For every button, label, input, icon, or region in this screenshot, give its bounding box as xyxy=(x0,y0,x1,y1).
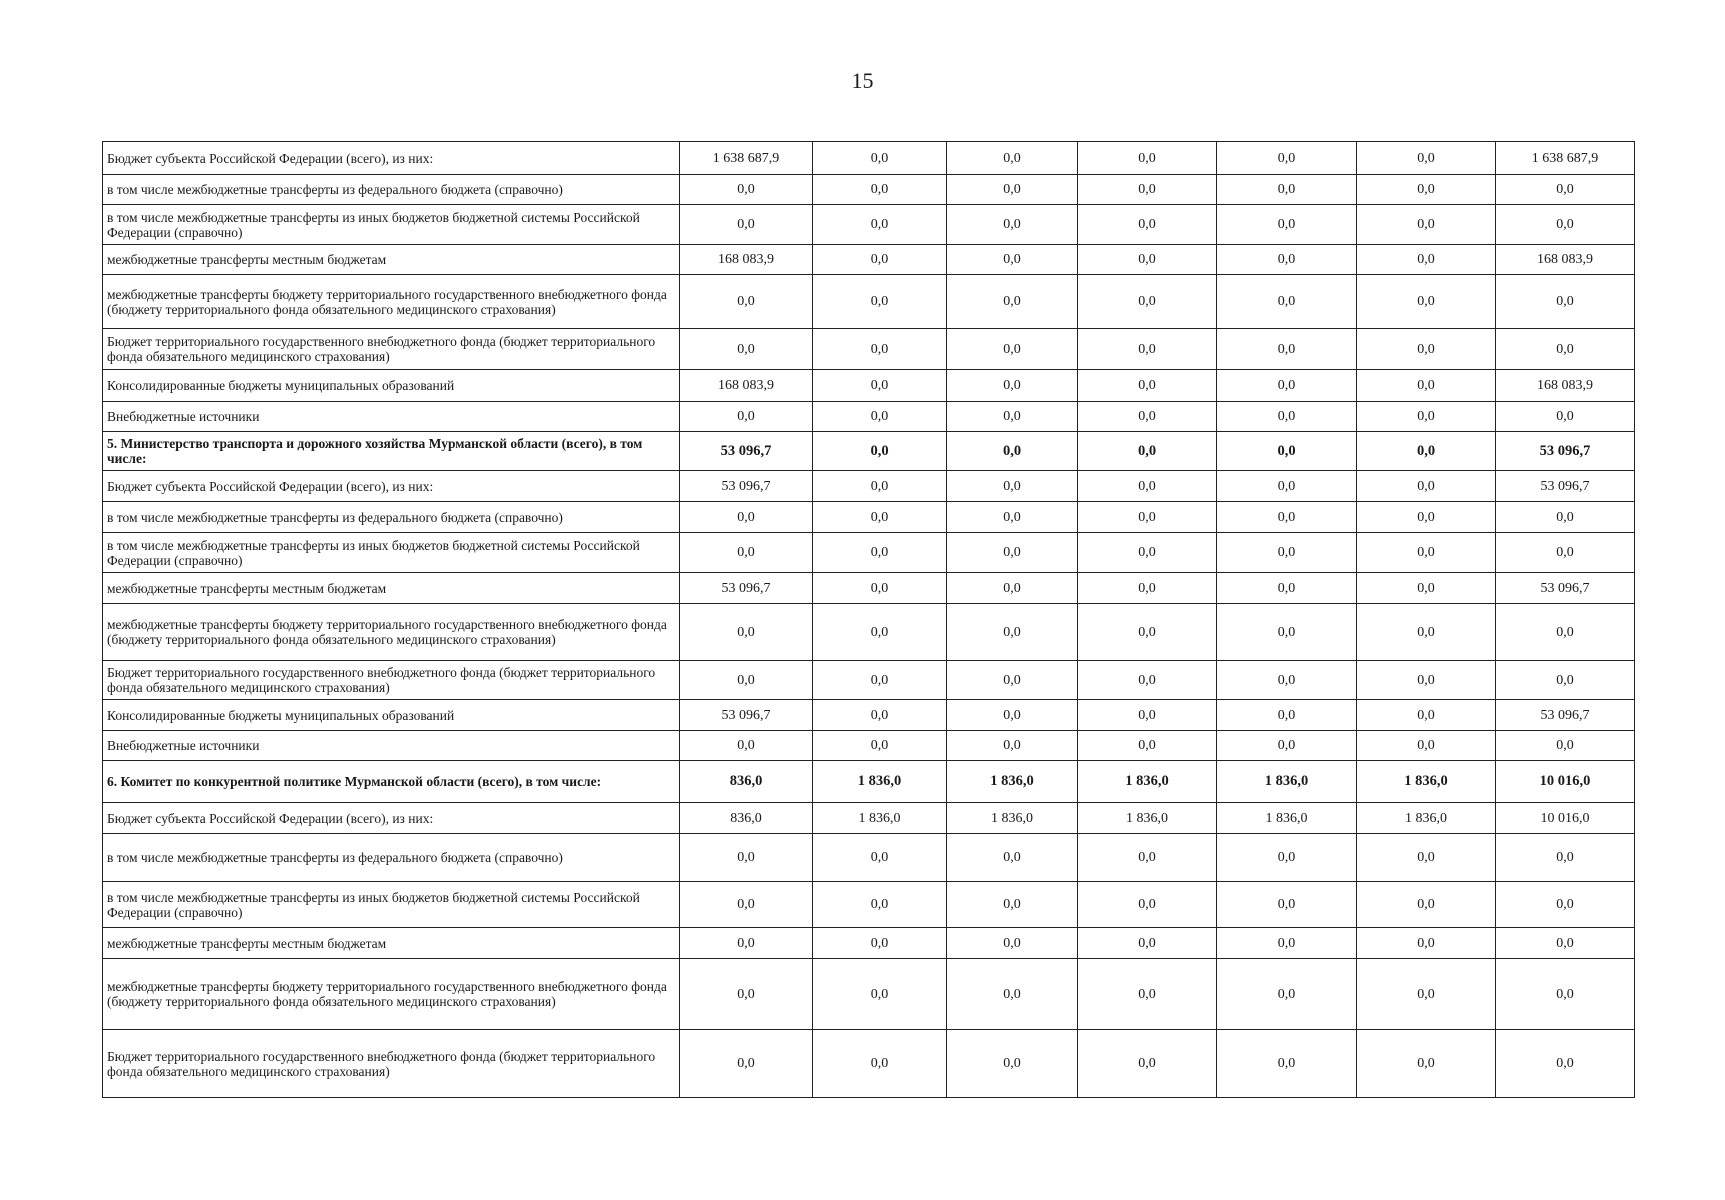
value-cell: 0,0 xyxy=(947,1030,1078,1098)
value-cell: 0,0 xyxy=(947,604,1078,661)
value-cell: 0,0 xyxy=(1357,205,1496,245)
value-cell: 0,0 xyxy=(1217,432,1357,471)
value-cell: 0,0 xyxy=(947,731,1078,761)
value-cell: 0,0 xyxy=(1357,928,1496,959)
value-cell: 0,0 xyxy=(1078,533,1217,573)
value-cell: 0,0 xyxy=(813,142,947,175)
value-cell: 0,0 xyxy=(1357,275,1496,329)
table-row xyxy=(103,329,1635,370)
table-row xyxy=(103,604,1635,661)
value-cell: 0,0 xyxy=(680,533,813,573)
table-row xyxy=(103,275,1635,329)
value-cell: 0,0 xyxy=(947,175,1078,205)
value-cell: 0,0 xyxy=(1217,731,1357,761)
budget-table xyxy=(102,141,1635,1098)
value-cell: 0,0 xyxy=(813,700,947,731)
value-cell: 0,0 xyxy=(680,661,813,700)
value-cell: 0,0 xyxy=(1357,834,1496,882)
row-label: в том числе межбюджетные трансферты из иных бюджетов бюджетной системы Российской Федерации (справочно) xyxy=(103,882,680,928)
value-cell: 0,0 xyxy=(813,604,947,661)
value-cell: 0,0 xyxy=(813,471,947,502)
value-cell: 0,0 xyxy=(1217,533,1357,573)
value-cell: 0,0 xyxy=(1078,661,1217,700)
value-cell: 0,0 xyxy=(1496,1030,1635,1098)
value-cell: 0,0 xyxy=(1217,834,1357,882)
value-cell: 0,0 xyxy=(1217,573,1357,604)
value-cell: 0,0 xyxy=(680,275,813,329)
value-cell: 0,0 xyxy=(947,402,1078,432)
value-cell: 0,0 xyxy=(947,928,1078,959)
value-cell: 0,0 xyxy=(947,432,1078,471)
value-cell: 53 096,7 xyxy=(1496,432,1635,471)
table-body xyxy=(103,142,1635,1098)
value-cell: 0,0 xyxy=(813,731,947,761)
value-cell: 0,0 xyxy=(1217,700,1357,731)
value-cell: 0,0 xyxy=(680,604,813,661)
value-cell: 0,0 xyxy=(1357,402,1496,432)
row-label: межбюджетные трансферты бюджету территориального государственного внебюджетного фонда (бюджету территориального фонда обязательного медицинского страхования) xyxy=(103,604,680,661)
value-cell: 53 096,7 xyxy=(1496,471,1635,502)
value-cell: 0,0 xyxy=(1357,502,1496,533)
value-cell: 53 096,7 xyxy=(1496,573,1635,604)
value-cell: 0,0 xyxy=(680,834,813,882)
value-cell: 0,0 xyxy=(1217,142,1357,175)
value-cell: 0,0 xyxy=(813,573,947,604)
value-cell: 0,0 xyxy=(1217,1030,1357,1098)
value-cell: 0,0 xyxy=(813,370,947,402)
value-cell: 0,0 xyxy=(947,502,1078,533)
value-cell: 0,0 xyxy=(1078,573,1217,604)
row-label: в том числе межбюджетные трансферты из иных бюджетов бюджетной системы Российской Федерации (справочно) xyxy=(103,205,680,245)
value-cell: 0,0 xyxy=(813,205,947,245)
value-cell: 0,0 xyxy=(1357,731,1496,761)
row-label: межбюджетные трансферты местным бюджетам xyxy=(103,928,680,959)
value-cell: 0,0 xyxy=(1357,471,1496,502)
value-cell: 0,0 xyxy=(813,275,947,329)
row-label: в том числе межбюджетные трансферты из иных бюджетов бюджетной системы Российской Федерации (справочно) xyxy=(103,533,680,573)
value-cell: 836,0 xyxy=(680,803,813,834)
value-cell: 0,0 xyxy=(1357,533,1496,573)
value-cell: 0,0 xyxy=(947,700,1078,731)
value-cell: 168 083,9 xyxy=(1496,370,1635,402)
value-cell: 0,0 xyxy=(680,928,813,959)
value-cell: 0,0 xyxy=(1357,245,1496,275)
value-cell: 0,0 xyxy=(1357,604,1496,661)
page-number: 15 xyxy=(851,68,874,93)
value-cell: 53 096,7 xyxy=(680,471,813,502)
value-cell: 0,0 xyxy=(1078,175,1217,205)
value-cell: 0,0 xyxy=(1217,402,1357,432)
table-row xyxy=(103,928,1635,959)
value-cell: 0,0 xyxy=(1357,329,1496,370)
value-cell: 0,0 xyxy=(1357,432,1496,471)
value-cell: 0,0 xyxy=(1496,402,1635,432)
table-row xyxy=(103,142,1635,175)
value-cell: 0,0 xyxy=(1217,604,1357,661)
table-row xyxy=(103,700,1635,731)
row-label: Консолидированные бюджеты муниципальных образований xyxy=(103,370,680,402)
table-row xyxy=(103,533,1635,573)
value-cell: 0,0 xyxy=(947,275,1078,329)
value-cell: 0,0 xyxy=(680,402,813,432)
value-cell: 0,0 xyxy=(1496,502,1635,533)
value-cell: 1 836,0 xyxy=(813,761,947,803)
row-label: Консолидированные бюджеты муниципальных образований xyxy=(103,700,680,731)
value-cell: 0,0 xyxy=(1496,329,1635,370)
value-cell: 0,0 xyxy=(680,1030,813,1098)
value-cell: 0,0 xyxy=(1357,142,1496,175)
value-cell: 0,0 xyxy=(1496,834,1635,882)
value-cell: 1 836,0 xyxy=(1217,761,1357,803)
value-cell: 0,0 xyxy=(1078,329,1217,370)
row-label: Внебюджетные источники xyxy=(103,402,680,432)
value-cell: 0,0 xyxy=(1078,959,1217,1030)
value-cell: 0,0 xyxy=(1217,661,1357,700)
value-cell: 0,0 xyxy=(1357,175,1496,205)
value-cell: 0,0 xyxy=(1078,471,1217,502)
value-cell: 10 016,0 xyxy=(1496,803,1635,834)
value-cell: 836,0 xyxy=(680,761,813,803)
value-cell: 0,0 xyxy=(1078,502,1217,533)
row-label: Бюджет территориального государственного внебюджетного фонда (бюджет территориального фонда обязательного медицинского страхования) xyxy=(103,1030,680,1098)
value-cell: 0,0 xyxy=(1078,402,1217,432)
value-cell: 0,0 xyxy=(813,533,947,573)
value-cell: 0,0 xyxy=(1496,661,1635,700)
row-label: 5. Министерство транспорта и дорожного хозяйства Мурманской области (всего), в том числе: xyxy=(103,432,680,471)
row-label: Бюджет субъекта Российской Федерации (всего), из них: xyxy=(103,803,680,834)
value-cell: 0,0 xyxy=(1078,142,1217,175)
value-cell: 0,0 xyxy=(1217,205,1357,245)
value-cell: 0,0 xyxy=(1496,533,1635,573)
value-cell: 0,0 xyxy=(680,329,813,370)
value-cell: 0,0 xyxy=(680,502,813,533)
value-cell: 0,0 xyxy=(1078,700,1217,731)
value-cell: 0,0 xyxy=(947,245,1078,275)
row-label: Бюджет субъекта Российской Федерации (всего), из них: xyxy=(103,142,680,175)
value-cell: 0,0 xyxy=(947,142,1078,175)
value-cell: 1 638 687,9 xyxy=(1496,142,1635,175)
value-cell: 0,0 xyxy=(1357,1030,1496,1098)
value-cell: 53 096,7 xyxy=(680,700,813,731)
value-cell: 0,0 xyxy=(1357,370,1496,402)
value-cell: 0,0 xyxy=(1078,275,1217,329)
value-cell: 1 836,0 xyxy=(1078,803,1217,834)
row-label: межбюджетные трансферты бюджету территориального государственного внебюджетного фонда (бюджету территориального фонда обязательного медицинского страхования) xyxy=(103,275,680,329)
value-cell: 0,0 xyxy=(813,245,947,275)
table-row xyxy=(103,471,1635,502)
value-cell: 0,0 xyxy=(813,502,947,533)
row-label: межбюджетные трансферты бюджету территориального государственного внебюджетного фонда (бюджету территориального фонда обязательного медицинского страхования) xyxy=(103,959,680,1030)
value-cell: 168 083,9 xyxy=(680,245,813,275)
value-cell: 0,0 xyxy=(1217,959,1357,1030)
value-cell: 0,0 xyxy=(1496,928,1635,959)
value-cell: 0,0 xyxy=(1496,205,1635,245)
value-cell: 0,0 xyxy=(1357,661,1496,700)
value-cell: 0,0 xyxy=(1078,834,1217,882)
table-row xyxy=(103,205,1635,245)
value-cell: 0,0 xyxy=(1496,959,1635,1030)
table-row xyxy=(103,370,1635,402)
value-cell: 1 638 687,9 xyxy=(680,142,813,175)
section-header-row xyxy=(103,761,1635,803)
value-cell: 0,0 xyxy=(1496,731,1635,761)
value-cell: 0,0 xyxy=(813,661,947,700)
value-cell: 0,0 xyxy=(947,573,1078,604)
value-cell: 0,0 xyxy=(947,882,1078,928)
value-cell: 0,0 xyxy=(1217,928,1357,959)
value-cell: 0,0 xyxy=(1357,700,1496,731)
value-cell: 0,0 xyxy=(1078,731,1217,761)
value-cell: 53 096,7 xyxy=(680,573,813,604)
value-cell: 0,0 xyxy=(813,175,947,205)
value-cell: 0,0 xyxy=(680,731,813,761)
row-label: Бюджет территориального государственного внебюджетного фонда (бюджет территориального фонда обязательного медицинского страхования) xyxy=(103,329,680,370)
value-cell: 1 836,0 xyxy=(813,803,947,834)
value-cell: 0,0 xyxy=(947,533,1078,573)
value-cell: 0,0 xyxy=(1078,245,1217,275)
row-label: 6. Комитет по конкурентной политике Мурманской области (всего), в том числе: xyxy=(103,761,680,803)
value-cell: 0,0 xyxy=(1217,275,1357,329)
value-cell: 168 083,9 xyxy=(680,370,813,402)
value-cell: 0,0 xyxy=(1078,882,1217,928)
value-cell: 0,0 xyxy=(813,928,947,959)
value-cell: 0,0 xyxy=(1496,604,1635,661)
value-cell: 168 083,9 xyxy=(1496,245,1635,275)
value-cell: 0,0 xyxy=(1357,959,1496,1030)
value-cell: 0,0 xyxy=(1078,1030,1217,1098)
value-cell: 0,0 xyxy=(947,205,1078,245)
value-cell: 53 096,7 xyxy=(680,432,813,471)
value-cell: 0,0 xyxy=(1357,882,1496,928)
section-header-row xyxy=(103,432,1635,471)
value-cell: 0,0 xyxy=(947,959,1078,1030)
table-row xyxy=(103,959,1635,1030)
value-cell: 0,0 xyxy=(813,402,947,432)
value-cell: 0,0 xyxy=(1217,471,1357,502)
value-cell: 0,0 xyxy=(813,432,947,471)
table-row xyxy=(103,245,1635,275)
table-row xyxy=(103,731,1635,761)
value-cell: 10 016,0 xyxy=(1496,761,1635,803)
table-row xyxy=(103,834,1635,882)
value-cell: 0,0 xyxy=(947,661,1078,700)
value-cell: 0,0 xyxy=(947,471,1078,502)
row-label: межбюджетные трансферты местным бюджетам xyxy=(103,573,680,604)
row-label: в том числе межбюджетные трансферты из федерального бюджета (справочно) xyxy=(103,175,680,205)
value-cell: 0,0 xyxy=(1078,604,1217,661)
value-cell: 1 836,0 xyxy=(1078,761,1217,803)
table-row xyxy=(103,661,1635,700)
value-cell: 0,0 xyxy=(947,370,1078,402)
value-cell: 0,0 xyxy=(1217,370,1357,402)
value-cell: 0,0 xyxy=(813,834,947,882)
value-cell: 0,0 xyxy=(1217,175,1357,205)
value-cell: 0,0 xyxy=(813,959,947,1030)
row-label: в том числе межбюджетные трансферты из федерального бюджета (справочно) xyxy=(103,834,680,882)
value-cell: 0,0 xyxy=(1078,205,1217,245)
value-cell: 0,0 xyxy=(813,1030,947,1098)
value-cell: 0,0 xyxy=(1078,928,1217,959)
table-row xyxy=(103,882,1635,928)
value-cell: 0,0 xyxy=(1217,245,1357,275)
value-cell: 0,0 xyxy=(1496,175,1635,205)
value-cell: 0,0 xyxy=(947,834,1078,882)
value-cell: 0,0 xyxy=(813,882,947,928)
value-cell: 0,0 xyxy=(1496,882,1635,928)
value-cell: 0,0 xyxy=(1078,432,1217,471)
row-label: в том числе межбюджетные трансферты из федерального бюджета (справочно) xyxy=(103,502,680,533)
value-cell: 0,0 xyxy=(1217,329,1357,370)
value-cell: 0,0 xyxy=(1217,502,1357,533)
value-cell: 0,0 xyxy=(813,329,947,370)
table-row xyxy=(103,402,1635,432)
value-cell: 1 836,0 xyxy=(1357,761,1496,803)
table-row xyxy=(103,803,1635,834)
table-row xyxy=(103,1030,1635,1098)
value-cell: 1 836,0 xyxy=(1217,803,1357,834)
value-cell: 0,0 xyxy=(680,959,813,1030)
value-cell: 53 096,7 xyxy=(1496,700,1635,731)
table-row xyxy=(103,175,1635,205)
value-cell: 0,0 xyxy=(947,329,1078,370)
value-cell: 0,0 xyxy=(1078,370,1217,402)
value-cell: 0,0 xyxy=(1217,882,1357,928)
row-label: межбюджетные трансферты местным бюджетам xyxy=(103,245,680,275)
value-cell: 1 836,0 xyxy=(947,761,1078,803)
row-label: Бюджет территориального государственного внебюджетного фонда (бюджет территориального фонда обязательного медицинского страхования) xyxy=(103,661,680,700)
value-cell: 0,0 xyxy=(1357,573,1496,604)
row-label: Внебюджетные источники xyxy=(103,731,680,761)
value-cell: 1 836,0 xyxy=(1357,803,1496,834)
value-cell: 0,0 xyxy=(1496,275,1635,329)
value-cell: 0,0 xyxy=(680,882,813,928)
value-cell: 1 836,0 xyxy=(947,803,1078,834)
value-cell: 0,0 xyxy=(680,205,813,245)
row-label: Бюджет субъекта Российской Федерации (всего), из них: xyxy=(103,471,680,502)
table-row xyxy=(103,502,1635,533)
value-cell: 0,0 xyxy=(680,175,813,205)
table-row xyxy=(103,573,1635,604)
